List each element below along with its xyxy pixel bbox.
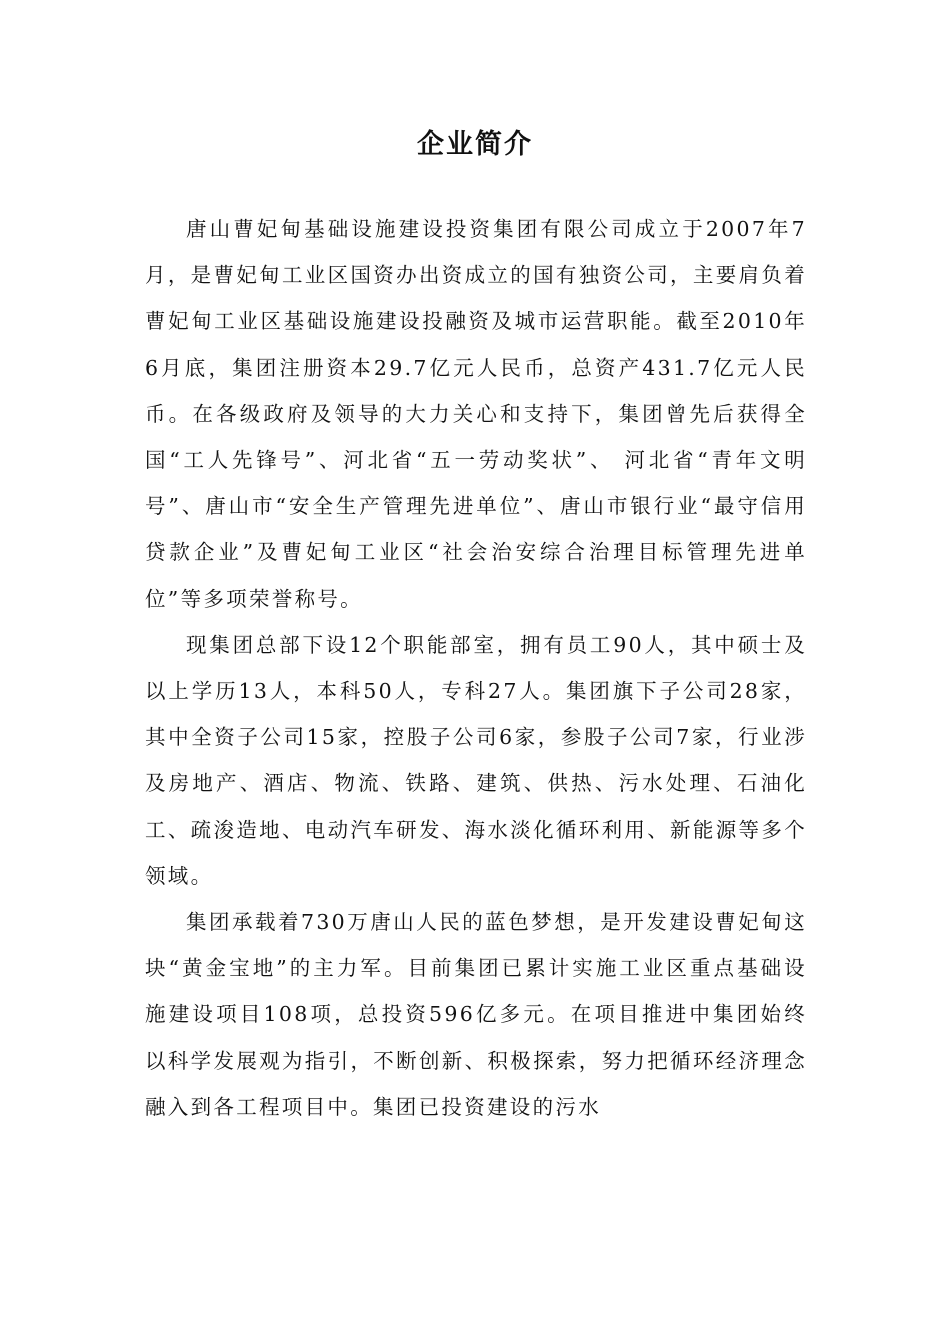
paragraph-company-overview: 唐山曹妃甸基础设施建设投资集团有限公司成立于2007年7月，是曹妃甸工业区国资办出资成立的国有独资公司，主要肩负着曹妃甸工业区基础设施建设投融资及城市运营职能。截至2010年6月底，集团注册资本29.7亿元人民币，总资产431.7亿元人民币。在各级政府及领导的大力关心和支持下，集团曾先后获得全国“工人先锋号”、河北省“五一劳动奖状”、 河北省“青年文明号”、唐山市“安全生产管理先进单位”、唐山市银行业“最守信用贷款企业”及曹妃甸工业区“社会治安综合治理目标管理先进单位”等多项荣誉称号。 [145, 217, 807, 611]
document-title: 企业简介 [417, 129, 533, 160]
paragraph-projects: 集团承载着730万唐山人民的蓝色梦想，是开发建设曹妃甸这块“黄金宝地”的主力军。目前集团已累计实施工业区重点基础设施建设项目108项，总投资596亿多元。在项目推进中集团始终以科学发展观为指引，不断创新、积极探索，努力把循环经济理念融入到各工程项目中。集团已投资建设的污水 [145, 910, 807, 1119]
document-body [145, 206, 807, 1130]
paragraph-staff-and-subsidiaries: 现集团总部下设12个职能部室，拥有员工90人，其中硕士及以上学历13人，本科50人，专科27人。集团旗下子公司28家，其中全资子公司15家，控股子公司6家，参股子公司7家，行业涉及房地产、酒店、物流、铁路、建筑、供热、污水处理、石油化工、疏浚造地、电动汽车研发、海水淡化循环利用、新能源等多个领域。 [145, 632, 807, 888]
